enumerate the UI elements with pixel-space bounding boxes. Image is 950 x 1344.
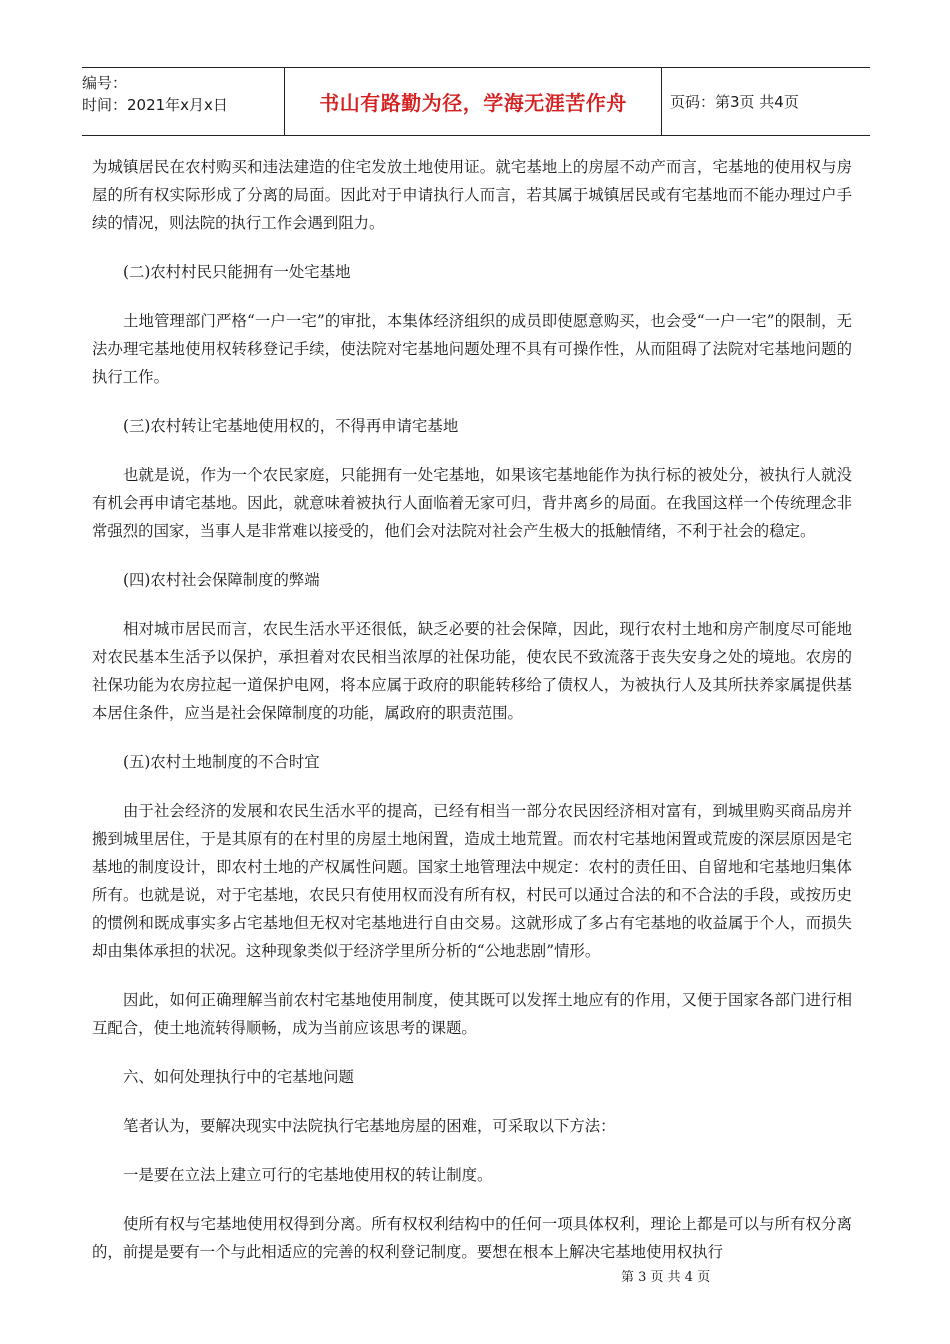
paragraph: 土地管理部门严格“一户一宅”的审批，本集体经济组织的成员即使愿意购买，也会受“一户一宅”的限制，无法办理宅基地使用权转移登记手续，使法院对宅基地问题处理不具有可操作性，从而阻碍了法院对宅基地问题的执行工作。 [92, 312, 852, 386]
document-number-label: 编号： [82, 74, 128, 92]
paragraph: 因此，如何正确理解当前农村宅基地使用制度，使其既可以发挥土地应有的作用，又便于国家各部门进行相互配合，使土地流转得顺畅，成为当前应该思考的课题。 [92, 991, 852, 1037]
header-motto: 书山有路勤为径，学海无涯苦作舟 [284, 68, 662, 135]
section-heading: (三)农村转让宅基地使用权的，不得再申请宅基地 [123, 417, 459, 435]
document-date-label: 时间：2021年x月x日 [82, 96, 228, 114]
section-heading: (二)农村村民只能拥有一处宅基地 [123, 263, 351, 281]
paragraph: 由于社会经济的发展和农民生活水平的提高，已经有相当一部分农民因经济相对富有，到城里购买商品房并搬到城里居住，于是其原有的在村里的房屋土地闲置，造成土地荒置。而农村宅基地闲置或荒废的深层原因是宅基地的制度设计，即农村土地的产权属性问题。国家土地管理法中规定：农村的责任田、自留地和宅基地归集体所有。也就是说，对于宅基地，农民只有使用权而没有所有权，村民可以通过合法的和不合法的手段，或按历史的惯例和既成事实多占宅基地但无权对宅基地进行自由交易。这就形成了多占有宅基地的收益属于个人，而损失却由集体承担的状况。这种现象类似于经济学里所分析的“公地悲剧”情形。 [92, 802, 852, 960]
document-body [92, 153, 852, 1287]
section-heading: (四)农村社会保障制度的弊端 [123, 571, 320, 589]
paragraph: 也就是说，作为一个农民家庭，只能拥有一处宅基地，如果该宅基地能作为执行标的被处分，被执行人就没有机会再申请宅基地。因此，就意味着被执行人面临着无家可归，背井离乡的局面。在我国这样一个传统理念非常强烈的国家，当事人是非常难以接受的，他们会对法院对社会产生极大的抵触情绪，不利于社会的稳定。 [92, 466, 852, 540]
header-page-label: 页码：第3页 共4页 [670, 93, 799, 111]
paragraph: 使所有权与宅基地使用权得到分离。所有权权利结构中的任何一项具体权利，理论上都是可以与所有权分离的，前提是要有一个与此相适应的完善的权利登记制度。要想在根本上解决宅基地使用权执行 [92, 1215, 852, 1261]
section-heading: (五)农村土地制度的不合时宜 [123, 753, 320, 771]
page-header [82, 67, 870, 136]
chapter-heading: 六、如何处理执行中的宅基地问题 [123, 1068, 354, 1086]
paragraph: 一是要在立法上建立可行的宅基地使用权的转让制度。 [123, 1166, 493, 1184]
header-meta [82, 68, 284, 135]
footer-page-number: 第 3 页 共 4 页 [621, 1270, 711, 1285]
paragraph: 为城镇居民在农村购买和违法建造的住宅发放土地使用证。就宅基地上的房屋不动产而言，宅基地的使用权与房屋的所有权实际形成了分离的局面。因此对于申请执行人而言，若其属于城镇居民或有宅基地而不能办理过户手续的情况，则法院的执行工作会遇到阻力。 [92, 158, 852, 232]
paragraph: 相对城市居民而言，农民生活水平还很低，缺乏必要的社会保障，因此，现行农村土地和房产制度尽可能地对农民基本生活予以保护，承担着对农民相当浓厚的社保功能，使农民不致流落于丧失安身之处的境地。农房的社保功能为农房拉起一道保护电网，将本应属于政府的职能转移给了债权人，为被执行人及其所扶养家属提供基本居住条件，应当是社会保障制度的功能，属政府的职责范围。 [92, 620, 852, 722]
paragraph: 笔者认为，要解决现实中法院执行宅基地房屋的困难，可采取以下方法： [123, 1117, 616, 1135]
